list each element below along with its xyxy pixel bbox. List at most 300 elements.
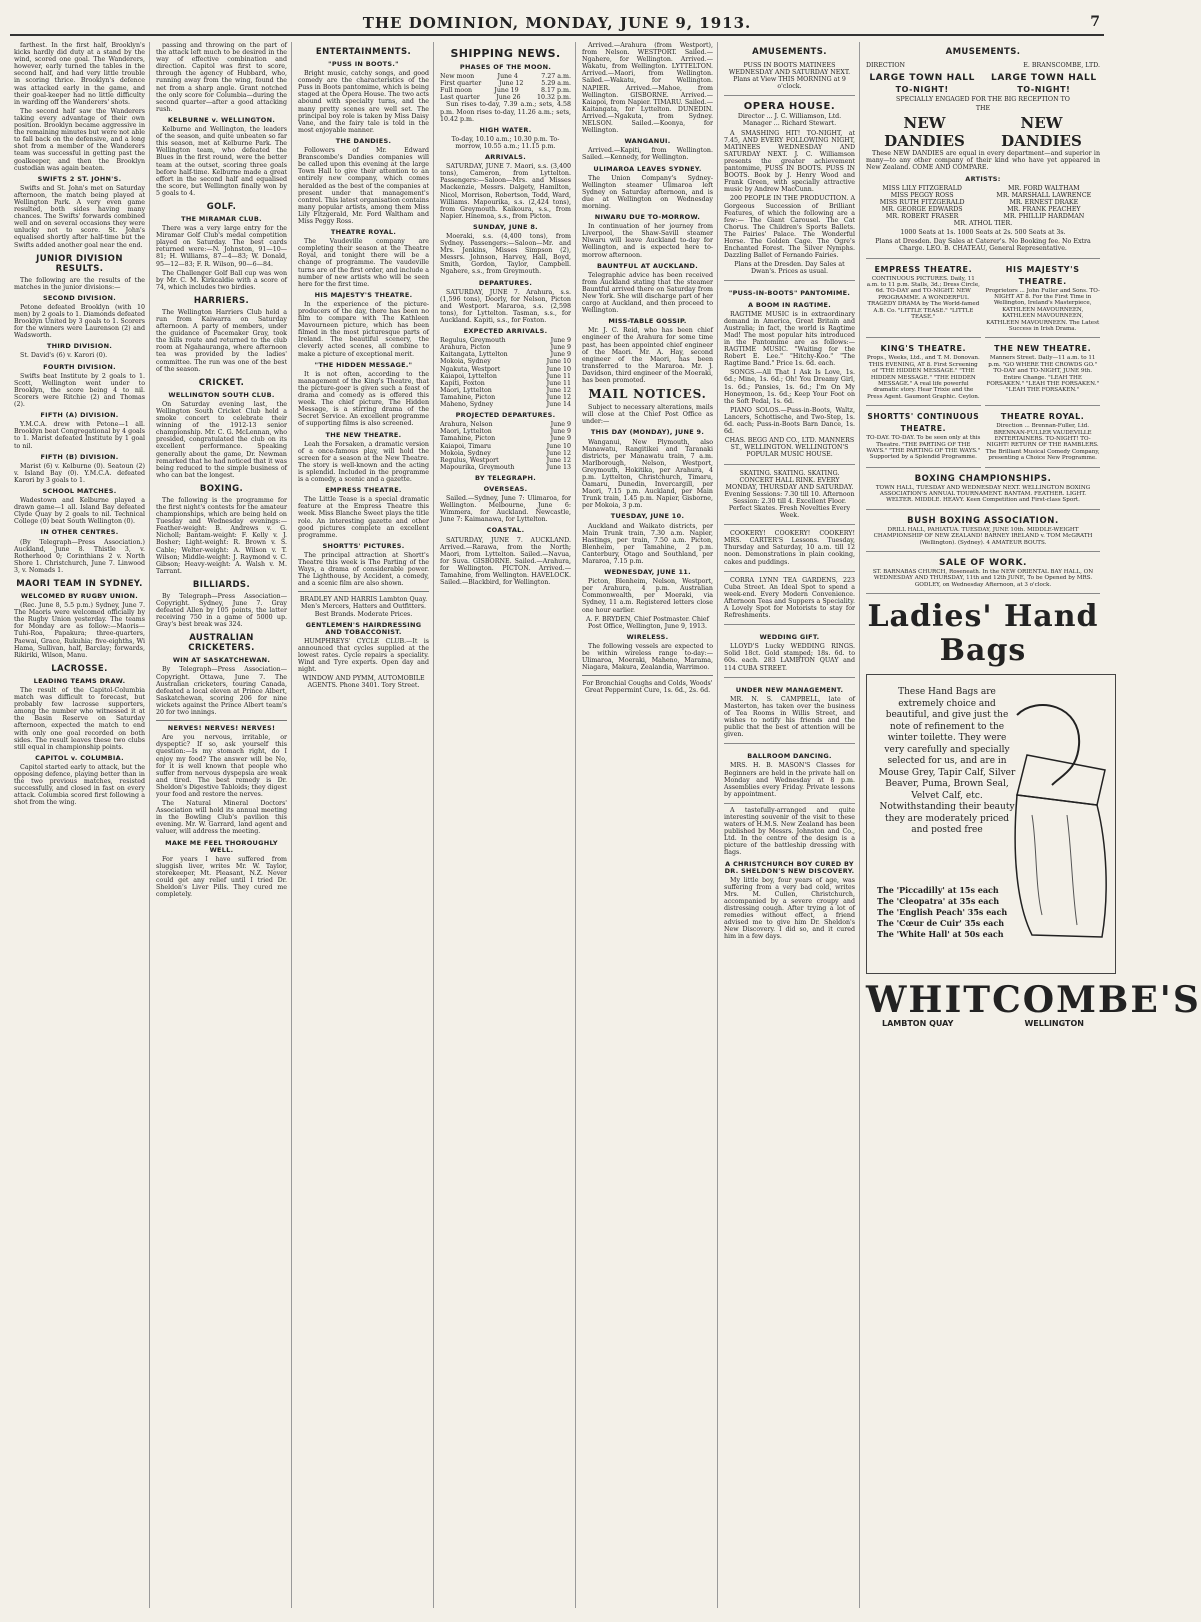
heading: MAORI TEAM IN SYDNEY. <box>16 579 143 589</box>
subheading: IN OTHER CENTRES. <box>40 528 119 537</box>
heading: BOXING. <box>199 483 244 494</box>
ad-text: Are you nervous, irritable, or dyspeptic? If so, ask yourself this question:—Is my stomach right, do I enjoy my food? The answer will be No, for it is well known that people who suffer from nervous dyspepsia are weak and tired. The best remedy is Dr. Sheldon's Digestive Tabloids; they digest your food and restore the nerves. <box>156 734 287 798</box>
artist-name: MISS RUTH FITZGERALD <box>879 198 965 206</box>
whitcombes-logo: WHITCOMBE'S <box>866 979 1201 1022</box>
article-text: Picton, Blenheim, Nelson, Westport, per Arahura, 4 p.m. Australian Commonwealth, per Moeraki, via Sydney, 11 a.m. Registered letters close one hour earlier. <box>582 578 713 614</box>
expected-arrival-row-cell: June 10 <box>546 365 571 373</box>
article-text: It is not often, according to the management of the King's Theatre, that the picture-goer is given such a feast of drama and comedy as is offered this week. The chief picture, The Hidden Message, is a stirring drama of the Secret Service. An excellent programme of supporting films is also screened. <box>298 370 429 428</box>
projected-departure-row <box>440 457 571 464</box>
subheading: WELCOMED BY RUGBY UNION. <box>20 592 139 600</box>
subheading: ARRIVALS. <box>484 153 527 162</box>
projected-departure-row-cell: June 12 <box>546 449 571 457</box>
dandies-title: NEW DANDIES <box>1001 114 1082 151</box>
tonight-label: TO-NIGHT! <box>1017 85 1071 95</box>
ad-heading: A BOOM IN RAGTIME. <box>747 300 832 309</box>
expected-arrival-row-cell: Kaiapoi, Lyttelton <box>440 372 497 380</box>
moon-phase-row-cell: June 19 <box>494 87 519 95</box>
ad-block <box>724 60 855 96</box>
column-sport-1 <box>10 42 150 1608</box>
heading: MAIL NOTICES. <box>588 387 707 402</box>
article-text: passing and throwing on the part of the attack left much to be desired in the way of effective combination and direction. Capitol was first to score, through the agency of Hubbard, who, running away from the wing, found the net from a sharp angle. Grant notched the only score for Columbia—during the second quarter—after a good attacking rush. <box>156 42 287 113</box>
subheading: OVERSEAS. <box>483 484 528 493</box>
expected-arrival-row <box>440 380 571 387</box>
subheading: "THE HIDDEN MESSAGE." <box>314 360 413 369</box>
ad-block <box>724 468 855 526</box>
article-text: Sun rises to-day, 7.39 a.m.; sets, 4.58 p.m. Moon rises to-day, 11.26 a.m.; sets, 10.42 p.m. <box>440 101 571 123</box>
projected-departure-row-cell: June 9 <box>550 421 571 429</box>
ad-title: THE NEW THEATRE. <box>994 344 1092 354</box>
ad-text: CORRA LYNN TEA GARDENS, 223 Cuba Street. An Ideal Spot to spend a week-end. Every Modern Convenience. Afternoon Teas and Suppers a Speciality. A Lovely Spot for Motorists to stay for Refreshments. <box>724 576 855 620</box>
ad-block <box>724 747 855 804</box>
subheading: HIS MAJESTY'S THEATRE. <box>314 290 413 299</box>
ad-dandies <box>866 60 1100 259</box>
heading: SHIPPING NEWS. <box>450 47 561 60</box>
ad-title: HIS MAJESTY'S THEATRE. <box>1005 264 1080 286</box>
theatre-ads-row-1 <box>866 262 1100 342</box>
article-text: Y.M.C.A. drew with Petone—1 all. Brooklyn beat Congregational by 4 goals to 1. Marist defeated Institute by 1 goal to nil. <box>14 421 145 450</box>
moon-phase-row-cell: Full moon <box>440 87 473 95</box>
expected-arrival-row <box>440 366 571 373</box>
subheading: CAPITOL v. COLUMBIA. <box>35 753 124 762</box>
direction-label: DIRECTION <box>866 62 906 69</box>
projected-departure-row <box>440 443 571 450</box>
dandies-title: NEW DANDIES <box>884 114 965 151</box>
handbag-price-line: The 'Piccadilly' at 15s each <box>877 885 999 896</box>
moon-phases-table <box>440 73 571 101</box>
ad-text: CHAS. BEGG AND CO., LTD. MANNERS ST., WELLINGTON. WELLINGTON'S POPULAR MUSIC HOUSE. <box>724 437 855 459</box>
article-text: SATURDAY, JUNE 7. Maori, s.s. (3,400 tons), Cameron, from Lyttelton. Passengers:—Saloon—Mrs. and Misses Mackenzie, Messrs. Dalgety, Hamilton, Nicol, Morrison, Robertson, Todd, Ward, Williams. Mapourika, s.s. (2,424 tons), from Greymouth. Kaikoura, s.s., from Napier. Hinemoa, s.s., from Picton. <box>440 163 571 220</box>
expected-arrival-row-cell: June 12 <box>546 393 571 401</box>
article-text: The Little Tease is a special dramatic feature at the Empress Theatre this week. Miss Blanche Sweet plays the title role. An interesting gazette and other good pictures complete an excellent programme. <box>298 496 429 539</box>
heading: AUSTRALIAN CRICKETERS. <box>188 633 255 654</box>
article-text: (Rec. June 8, 5.5 p.m.) Sydney, June 7. The Maoris were welcomed officially by the Rugby Union yesterday. The teams for Monday are as follow:—Maoris—Tuhi-Roa, Papakura; three-quarters, Paewai, Grace, Rukuhia; five-eighths, Wi Hama, Sullivan, half, Barclay; forwards, Rikiriki, Wilson, Manu. <box>14 602 145 659</box>
article-text: Swifts and St. John's met on Saturday afternoon, the match being played at Wellington Park. A very even game resulted, both sides having many chances. The Swifts' forwards combined well and on several occasions they were unlucky not to score. St. John's equalised shortly after half-time but the Swifts added another goal near the end. <box>14 184 145 249</box>
address-right: WELLINGTON <box>1024 1019 1084 1029</box>
moon-phase-row-cell: June 4 <box>497 73 518 81</box>
expected-arrival-row <box>440 351 571 358</box>
expected-arrival-row <box>440 401 571 408</box>
ad-title: EMPRESS THEATRE. <box>874 264 973 274</box>
ad-heading: WEDDING GIFT. <box>759 633 820 642</box>
ad-kings <box>866 341 981 406</box>
article-text: There was a very large entry for the Miramar Golf Club's medal competition played on Saturday. The best cards returned were:—N. Johnston, 91—10—81; H. Williams, 87—4—83; W. Donald, 95—12—83; F. R. Wilson, 90—6—84. <box>156 225 287 268</box>
address-left: LAMBTON QUAY <box>882 1019 954 1029</box>
article-text: Sailed.—Sydney, June 7: Ulimaroa, for Wellington. Melbourne, June 6: Wimmera, for Auckland. Newcastle, June 7: Kaimanawa, for Lyttelton. <box>440 495 571 524</box>
ad-title: KING'S THEATRE. <box>880 344 967 354</box>
article-text: Petone defeated Brooklyn (with 10 men) by 2 goals to 1. Diamonds defeated Brooklyn United by 3 goals to 1. Scorers for the winners were Laurenson (2) and Wadsworth. <box>14 303 145 340</box>
article-text: The Union Company's Sydney-Wellington steamer Ulimaroa left Sydney on Saturday afternoon, and is due at Wellington on Wednesday morning. <box>582 174 713 210</box>
article-text: Arrived.—Arahura (from Westport), from Nelson. WESTPORT. Sailed.—Ngahere, for Wellington. Arrived.—Wakatu, from Wellington. LYTTELTON. Arrived.—Maori, from Wellington. Sailed.—Wakatu, for Wellington. NAPIER. Arrived.—Mahoe, from Wellington. GISBORNE. Arrived.—Kaiapoi, from Napier. TIMARU. Sailed.—Kaitangata, for Lyttelton. DUNEDIN. Arrived.—Ngakuta, from Sydney. NELSON. Sailed.—Koonya, for Wellington. <box>582 42 713 135</box>
heading: AMUSEMENTS. <box>752 47 827 57</box>
handbag-price-line: The 'Cleopatra' at 35s each <box>877 896 1000 907</box>
projected-departure-row-cell: June 12 <box>546 456 571 464</box>
subheading: WEDNESDAY, JUNE 11. <box>604 568 691 577</box>
subheading: THE DANDIES. <box>335 136 392 145</box>
ad-text: DRILL HALL, PAHIATUA. TUESDAY, JUNE 10th. MIDDLE-WEIGHT CHAMPIONSHIP OF NEW ZEALAND! BARNEY IRELAND v. TOM McGRATH (Wellington). (Sydney). 4 AMATEUR BOUTS. <box>873 526 1093 546</box>
expected-arrival-row-cell: June 9 <box>550 344 571 352</box>
subheading: HIGH WATER. <box>479 125 532 134</box>
moon-phase-row-cell: 7.27 a.m. <box>541 73 571 81</box>
ad-text: Props., Weeks, Ltd., and T. M. Donovan. THIS EVENING, AT 8. First Screening of "THE HIDDEN MESSAGE." "THE HIDDEN MESSAGE." "THE HIDDEN MESSAGE." A real life powerful dramatic story. Hear Trixie and the Press Agent. Gaumont Graphic. Ceylon. <box>866 355 980 400</box>
artist-name: MR. GEORGE EDWARDS <box>881 205 963 213</box>
town-hall-right <box>988 72 1100 96</box>
article-text: The result of the Capitol-Columbia match was difficult to forecast, but probably few lacrosse supporters, among the number who witnessed it at the Basin Reserve on Saturday afternoon, expected the match to end with only one goal recorded on both sides. The result leaves these two clubs still equal in championship points. <box>14 686 145 751</box>
masthead-title: THE DOMINION, MONDAY, JUNE 9, 1913. <box>362 14 752 32</box>
ad-text: My little boy, four years of age, was suffering from a very bad cold, writes Mrs. M. Cullen, Christchurch, accompanied by a severe croupy and distressing cough. After trying a lot of remedies without effect, a friend advised me to give him Dr. Sheldon's New Discovery. I did so, and it cured him in a few days. <box>724 876 855 941</box>
ad-bush-boxing <box>866 513 1100 552</box>
ad-heading: NERVES! NERVES! NERVES! <box>167 724 276 733</box>
expected-arrival-row-cell: Regulus, Greymouth <box>440 337 506 345</box>
article-text: Swifts beat Institute by 2 goals to 1. Scott, Wellington went under to Brooklyn, the score being 4 to nil. Scorers were Ritchie (2) and Thomas (2). <box>14 372 145 409</box>
subheading: TUESDAY, JUNE 10. <box>610 512 685 521</box>
artist-name: MR. FRANK PEACHEY <box>1007 205 1081 213</box>
subheading: SHORTTS' PICTURES. <box>322 541 405 550</box>
ad-title: OPERA HOUSE. <box>743 101 836 113</box>
divider <box>156 720 287 721</box>
artist-name: MR. ERNEST DRAKE <box>1009 198 1079 206</box>
ad-handbags <box>866 599 1201 1029</box>
moon-phase-row-cell: First quarter <box>440 80 482 88</box>
ad-title: SALE OF WORK. <box>938 558 1028 569</box>
artists-right <box>988 185 1100 220</box>
article-text: In continuation of her journey from Liverpool, the Shaw-Savill steamer Niwaru will leave Auckland to-day for Wellington, and is expected here to-morrow afternoon. <box>582 223 713 259</box>
ad-text: BRADLEY AND HARRIS Lambton Quay. Men's Mercers, Hatters and Outfitters. Best Brands. Moderate Prices. <box>299 596 428 618</box>
moon-phase-row-cell: June 12 <box>499 80 524 88</box>
article-text: Arrived.—Kapiti, from Wellington. Sailed.—Kennedy, for Wellington. <box>582 147 713 162</box>
expected-arrivals-list <box>440 337 571 408</box>
subheading: THE NEW THEATRE. <box>325 430 402 439</box>
expected-arrival-row-cell: June 11 <box>546 379 571 387</box>
ad-block <box>724 99 855 281</box>
ad-text: THE <box>975 105 991 113</box>
town-hall-row <box>866 72 1100 96</box>
divider <box>298 591 429 592</box>
projected-departure-row <box>440 464 571 471</box>
ad-text: Director ... J. C. Williamson, Ltd. Manager ... Richard Stewart. <box>737 113 842 128</box>
ad-direction <box>866 62 1100 69</box>
article-text: The following is the programme for the first night's contests for the amateur championships, which are being held on Tuesday and Wednesday evenings:—Feather-weight: B. Andrews v. G. Nicholl; Bantam-weight: F. Kelly v. J. Bosher; Light-weight: R. Brown v. S. Cable; Welter-weight: A. Wilson v. T. Wilson; Middle-weight: J. Raymond v. C. Gibson; Heavy-weight: A. Walsh v. M. Tarrant. <box>156 496 287 575</box>
column-amusements-ads <box>862 42 1201 1608</box>
article-text: Moeraki, s.s. (4,400 tons), from Sydney. Passengers:—Saloon—Mr. and Mrs. Jenkins, Misses Simpson (2), Messrs. Johnson, Harvey, Hall, Boyd, Smith, Gordon, Taylor, Campbell. Ngahere, s.s., from Greymouth. <box>440 232 571 276</box>
ad-text: CONTINUOUS PICTURES. Daily, 11 a.m. to 11 p.m. Stalls, 3d.; Dress Circle, 6d. TO-DAY and TO-NIGHT. NEW PROGRAMME. A WONDERFUL TRAGEDY DRAMA by The World-famed A.B. Co. "LITTLE TEASE." "LITTLE TEASE." <box>866 275 980 320</box>
subheading: WANGANUI. <box>624 137 671 146</box>
moon-phase-row-cell: Last quarter <box>440 94 480 102</box>
article-text: Kelburne and Wellington, the leaders of the season, and quite unbeaten so far this season, met at Kelburne Park. The Wellington team, who defeated the Blues in the first round, were the better team at the outset, scoring three goals before half-time. Kelburne made a great effort in the second half and equalised the score, but Wellington finally won by 5 goals to 4. <box>156 126 287 197</box>
article-text: farthest. In the first half, Brooklyn's kicks hardly did duty at a stand by the wind, scored one goal. The Wanderers, however, early turned the tables in the second half, and had very little trouble in scoring thrice. Brooklyn's defence was attacked early in the game, and their goal-keeper had no little difficulty in warding off the Wanderers' shots. <box>14 42 145 106</box>
article-text: The Challenger Golf Ball cup was won by Mr. C. M. Kirkcaldie with a score of 74, which includes two birdies. <box>156 269 287 291</box>
ad-text: For years I have suffered from sluggish liver, writes Mr. W. Taylor, storekeeper, Mt. Pleasant, N.Z. Never could get any relief until I tried Dr. Sheldon's Liver Pills. They cured me completely. <box>156 855 287 899</box>
column-sport-2 <box>152 42 292 1608</box>
subheading: FOURTH DIVISION. <box>43 362 116 371</box>
page-number: 7 <box>1090 14 1100 30</box>
article-text: Bright music, catchy songs, and good comedy are the characteristics of the Puss in Boots pantomime, which is being staged at the Opera House. The two acts abound with specialty turns, and the many pretty scenes are well set. The principal boy role is taken by Miss Daisy Vane, and the fairy tale is told in the most enjoyable manner. <box>298 70 429 134</box>
ad-text: Manners Street. Daily—11 a.m. to 11 p.m. "GO WHERE THE CROWDS GO." TO-DAY and TO-NIGHT, JUNE 9th. Entire Change. "LEAH THE FORSAKEN." "LEAH THE FORSAKEN." "LEAH THE FORSAKEN." <box>986 355 1100 394</box>
heading: LACROSSE. <box>51 663 108 674</box>
town-hall-title: LARGE TOWN HALL <box>991 73 1097 84</box>
subheading: PHASES OF THE MOON. <box>459 63 552 71</box>
whitcombes-address <box>866 1020 1100 1027</box>
theatre-ads-row-3 <box>866 409 1100 470</box>
expected-arrival-row <box>440 394 571 401</box>
article-text: SATURDAY, JUNE 7. AUCKLAND. Arrived.—Rarawa, from the North; Maori, from Lyttelton. Sailed.—Navua, for Suva. GISBORNE. Sailed.—Arahura, for Wellington. PICTON. Arrived.—Tamahine, from Wellington. HAVELOCK. Sailed.—Blackbird, for Wellington. <box>440 536 571 587</box>
tonight-label: TO-NIGHT! <box>895 85 949 95</box>
artists-list <box>866 185 1100 220</box>
article-text: The principal attraction at Shortt's Theatre this week is The Parting of the Ways, a drama of considerable power. The Lighthouse, by Accident, a comedy, and a scenic film are also shown. <box>298 551 429 588</box>
subheading: KELBURNE v. WELLINGTON. <box>167 115 276 124</box>
handbags-title: Ladies' Hand Bags <box>867 599 1099 669</box>
article-text: SATURDAY, JUNE 7. Arahura, s.s. (1,596 tons), Doorly, for Nelson, Picton and Westport. Mararoa, s.s. (2,598 tons), for Lyttelton. Tasman, s.s., for Auckland. Kapiti, s.s., for Foxton. <box>440 288 571 324</box>
expected-arrival-row-cell: Tamahine, Picton <box>440 393 496 401</box>
column-amusements <box>720 42 860 1608</box>
masthead <box>10 8 1104 36</box>
moon-phase-row-cell: 5.29 a.m. <box>541 80 571 88</box>
ad-title: SHORTTS' CONTINUOUS THEATRE. <box>867 412 980 434</box>
heading: HARRIERS. <box>193 295 250 306</box>
artists-heading: ARTISTS: <box>965 174 1001 183</box>
column-entertainments <box>294 42 434 1608</box>
artist-name: MR. FORD WALTHAM <box>1008 184 1080 192</box>
subheading: FIFTH (A) DIVISION. <box>40 411 119 420</box>
article-text: In the experience of the picture-producers of the day, there has been no film to compare with The Kathleen Mavourneen picture, which has been filmed in the most picturesque parts of Ireland. The beautiful scenery, the cleverly acted scenes, all combine to make a picture of exceptional merit. <box>298 300 429 358</box>
expected-arrival-row <box>440 387 571 394</box>
heading: AMUSEMENTS. <box>945 47 1021 57</box>
handbags-prices <box>877 885 1027 940</box>
ad-text: SONGS.—All That I Ask Is Love, 1s. 6d.; Mine, 1s. 6d.; Oh! You Dreamy Girl, 1s. 6d.; Pansies, 1s. 6d.; I'm On My Honeymoon, 1s. 6d.; Keep Your Foot on the Soft Pedal, 1s. 6d. <box>724 369 855 405</box>
ad-block <box>724 575 855 626</box>
article-text: Wanganui, New Plymouth, also Manawatu, Rangitikei and Taranaki districts, per Manawatu train, 7 a.m. Marlborough, Nelson, Westport, Greymouth, Hokitika, per Arahura, 4 p.m. Lyttelton, Christchurch, Timaru, Oamaru, Dunedin, Invercargill, per Maori, 7.15 p.m. Auckland, per Main Trunk train, 1.45 p.m. Napier, Gisborne, per Mokoia, 3 p.m. <box>582 438 713 510</box>
expected-arrival-row <box>440 373 571 380</box>
expected-arrival-row-cell: June 12 <box>546 386 571 394</box>
projected-departure-row-cell: Regulus, Westport <box>440 456 499 464</box>
ad-block <box>724 528 855 571</box>
projected-departure-row <box>440 435 571 442</box>
artist-name: MISS LILY FITZGERALD <box>882 184 962 192</box>
ad-text: Direction ... Brennan-Fuller, Ltd. BRENNAN-FULLER VAUDEVILLE ENTERTAINERS. TO-NIGHT! TO-NIGHT! RETURN OF THE RAMBLERS. The Brilliant Musical Comedy Company, presenting a Choice New Programme. <box>985 423 1100 462</box>
expected-arrival-row-cell: Ngakuta, Westport <box>440 365 501 373</box>
ad-shortts <box>866 409 981 467</box>
projected-departures-list <box>440 421 571 471</box>
article-text: (By Telegraph—Press Association.) Auckland, June 8. Thistle 3, v. Rotherhood 0; Corinthians 2 v. North Shore 1. Christchurch, June 7. Linwood 3, v. Nomads 1. <box>14 538 145 574</box>
dandies-title-row <box>866 114 1100 150</box>
ad-sale-of-work <box>866 555 1100 594</box>
article-text: Telegraphic advice has been received from Auckland stating that the steamer Bauntful arrived there on Saturday from New York. She will discharge part of her cargo at Auckland, and then proceed to Wellington. <box>582 271 713 315</box>
subheading: WIN AT SASKATCHEWAN. <box>172 656 271 665</box>
expected-arrival-row <box>440 337 571 344</box>
ad-heading: GENTLEMEN'S HAIRDRESSING AND TOBACCONIST. <box>305 620 422 636</box>
town-hall-left <box>866 72 978 96</box>
expected-arrival-row-cell: Maheno, Sydney <box>440 401 494 409</box>
ad-block <box>724 284 855 464</box>
artist-name: MR. ROBERT FRASER <box>885 213 959 221</box>
subheading: SUNDAY, JUNE 8. <box>473 222 538 231</box>
article-text: The Vaudeville company are completing their season at the Theatre Royal, and tonight there will be a change of programme. The vaudeville turns are of the first order, and include a number of new artists who will be seen here for the first time. <box>298 238 429 288</box>
ad-empress <box>866 262 981 339</box>
article-text: Leah the Forsaken, a dramatic version of a once-famous play, will hold the screen for a season at the New Theatre. The story is well-known and the acting is splendid. Included in the programme is a comedy, a scenic and a gazette. <box>298 440 429 484</box>
ad-text: RAGTIME MUSIC is in extraordinary demand in America, Great Britain and Australia; in fact, the world is Ragtime Mad! The most popular hits introduced in the Pantomime are as follows:—RAGTIME MUSIC. "Waiting for the Robert E. Lee." "Hitchy-Koo." "The Ragtime Band." Price 1s. 6d. each. <box>724 310 855 368</box>
column-shipping <box>436 42 576 1608</box>
projected-departure-row-cell: June 13 <box>546 463 571 471</box>
expected-arrival-row-cell: Arahura, Picton <box>440 344 491 352</box>
expected-arrival-row-cell: Maori, Lyttelton <box>440 386 492 394</box>
subheading: THEATRE ROYAL. <box>330 228 397 237</box>
article-text: To-day, 10.10 a.m.; 10.30 p.m. To-morrow, 10.55 a.m.; 11.15 p.m. <box>451 135 560 150</box>
projected-departure-row-cell: Tamahine, Picton <box>440 435 496 443</box>
subheading: "PUSS IN BOOTS." <box>328 60 399 68</box>
projected-departure-row-cell: June 10 <box>546 442 571 450</box>
subheading: PROJECTED DEPARTURES. <box>455 411 556 420</box>
subheading: WELLINGTON SOUTH CLUB. <box>168 390 275 399</box>
ad-text: SPECIALLY ENGAGED FOR THE BIG RECEPTION TO <box>896 96 1070 104</box>
expected-arrival-row-cell: Kapiti, Foxton <box>440 379 485 387</box>
ad-text: LLOYD'S Lucky WEDDING RINGS. Solid 18ct. Gold stamped; 18s. 6d. to 60s. each. 283 LAMBTON QUAY and 114 CUBA STREET. <box>724 643 855 672</box>
moon-phase-row <box>440 94 571 101</box>
expected-arrival-row <box>440 358 571 365</box>
expected-arrival-row-cell: June 9 <box>550 351 571 359</box>
ad-heading: "PUSS-IN-BOOTS" PANTOMIME. <box>728 289 851 298</box>
article-text: The Natural Mineral Doctors' Association will hold its annual meeting in the Bowling Club's pavilion this evening. Mr. W. Garrard, land agent and valuer, will address the meeting. <box>156 800 287 836</box>
ad-text: MRS. H. B. MASON'S Classes for Beginners are held in the private hall on Monday and Wednesday at 8 p.m. Assemblies every Friday. Private lessons by appointment. <box>724 762 855 798</box>
subheading: EMPRESS THEATRE. <box>325 486 402 495</box>
newspaper-page <box>10 8 1201 1614</box>
column-shipping-mail <box>578 42 718 1608</box>
moon-phase-row-cell: New moon <box>440 73 475 81</box>
artist-name: MR. MARSHALL LAWRENCE <box>996 191 1092 199</box>
article-text: Auckland and Waikato districts, per Main Trunk train, 7.30 a.m. Napier, Hastings, per train, 7.50 a.m. Picton, Blenheim, per Tamahine, 2 p.m. Canterbury, Otago and Southland, per Mararoa, 7.15 p.m. <box>582 522 713 565</box>
ad-text: These NEW DANDIES are equal in every department—and superior in many—to any other company of their kind who have yet appeared in New Zealand. COME AND COMPARE. <box>866 150 1100 172</box>
moon-phase-row <box>440 87 571 94</box>
handbag-price-line: The 'White Hall' at 50s each <box>877 929 1004 940</box>
ad-boxing <box>866 471 1100 510</box>
subheading: COASTAL. <box>486 526 525 535</box>
subheading: DEPARTURES. <box>478 278 533 287</box>
ad-theatre-royal <box>985 409 1100 467</box>
ad-title: BOXING CHAMPIONSHIPS. <box>914 473 1052 484</box>
theatre-ads-row-2 <box>866 341 1100 409</box>
expected-arrival-row <box>440 344 571 351</box>
handbag-price-line: The 'English Peach' 35s each <box>877 907 1008 918</box>
heading: ENTERTAINMENTS. <box>315 47 412 57</box>
article-text: Subject to necessary alterations, mails will close at the Chief Post Office as under:— <box>582 404 713 426</box>
subheading: ULIMAROA LEAVES SYDNEY. <box>593 164 702 173</box>
article-text: Wadestown and Kelburne played a drawn game—1 all. Island Bay defeated Clyde Quay by 2 goals to nil. Technical College (0) beat South Wellington (0). <box>14 497 145 526</box>
subheading: WIRELESS. <box>626 632 669 641</box>
ad-text: MR. ATHOL TIER. <box>953 220 1013 228</box>
ad-block <box>724 681 855 745</box>
projected-departure-row-cell: June 9 <box>550 435 571 443</box>
ad-heading: UNDER NEW MANAGEMENT. <box>735 685 844 694</box>
ad-text: A SMASHING HIT! TO-NIGHT, at 7.45, AND EVERY FOLLOWING NIGHT, MATINEES WEDNESDAY AND SATURDAY NEXT. J. C. Williamson presents the greater achievement pantomime, PUSS IN BOOTS. PUSS IN BOOTS. Book by J. Henry Wood and Frank Green, with specially attractive music by Andrew MacCunn. <box>724 129 855 194</box>
article-text: Marist (6) v. Kelburne (0). Seatoun (2) v. Island Bay (0). Y.M.C.A. defeated Karori by 3 goals to 1. <box>14 462 145 484</box>
projected-departure-row-cell: Mokoia, Sydney <box>440 449 491 457</box>
article-text: Mr. J. C. Reid, who has been chief engineer of the Arahura for some time past, has been appointed chief engineer of the Maori. Mr. A. Hay, second engineer of the Maori, has been transferred to the Mararoa. Mr. J. Davidson, third engineer of the Moeraki, has been promoted. <box>582 327 713 385</box>
subheading: MISS-TABLE GOSSIP. <box>608 317 687 326</box>
ad-heading: MAKE ME FEEL THOROUGHLY WELL. <box>165 838 278 854</box>
subheading: THIRD DIVISION. <box>46 342 113 351</box>
article-text: The second half saw the Wanderers taking every advantage of their own position. Brooklyn became aggressive in the remaining minutes but were not able to fall back on the defensive, and a long shot from a member of the Wanderers team was successful in getting past the goalkeeper, and then the Brooklyn custodian was again beaten. <box>14 107 145 172</box>
ad-text: ST. BARNABAS CHURCH, Roseneath. In the NEW ORIENTAL BAY HALL, ON WEDNESDAY AND THURSDAY, 11th and 12th JUNE, To be Opened by MRS. GODLEY, on Wednesday Afternoon, at 3 o'clock. <box>872 569 1094 588</box>
article-text: On Saturday evening last, the Wellington South Cricket Club held a smoke concert to celebrate their winning of the 1912-13 senior championship. Mr. C. G. McLennan, who presided, congratulated the club on its excellent performance. Speaking generally about the game, Dr. Newman remarked that he had noticed that it was being reduced to the simple business of who can bat the longest. <box>156 400 288 479</box>
projected-departure-row <box>440 428 571 435</box>
ad-text: MR. N. S. CAMPBELL, late of Masterton, has taken over the business of Tea Rooms in Willis Street, and wishes to notify his friends and the public that the best of attention will be given. <box>724 695 855 739</box>
heading: CRICKET. <box>198 377 245 388</box>
artist-name: MR. PHILLIP HARDMAN <box>1003 213 1085 221</box>
article-text: By Telegraph—Press Association—Copyright. Ottawa, June 7. The Australian cricketers, touring Canada, defeated a local eleven at Prince Albert, Saskatchewan, scoring 206 for nine wickets against the Prince Albert team's 20 for two innings. <box>156 666 287 717</box>
ad-text: Proprietors ... John Fuller and Sons. TO-NIGHT AT 8. For the First Time in Wellington, Ireland's Masterpiece, KATHLEEN MAVOURNEEN, KATHLEEN MAVOURNEEN, KATHLEEN MAVOURNEEN. The Latest Success in Irish Drama. <box>985 287 1100 332</box>
artist-name: MISS PEGGY ROSS <box>890 191 954 199</box>
ad-text: Plans at Dresden. Day Sales at Caterer's. No Booking fee. No Extra Charge. LEO. B. CHATEAU, General Representative. <box>875 238 1091 253</box>
ad-text: PUSS IN BOOTS MATINEES WEDNESDAY AND SATURDAY NEXT. Plans at View THIS MORNING at 9 o'clock. <box>728 62 851 91</box>
projected-departure-row <box>440 450 571 457</box>
moon-phase-row-cell: June 26 <box>496 94 521 102</box>
article-text: Followers of Mr. Edward Branscombe's Dandies companies will be called upon this evening at the large Town Hall to give their attention to an entirely new company, which comes heralded as the best of the companies at present under that management's control. This latest organisation contains many popular artists, among them Miss Lily Fitzgerald, Mr. Ford Waltham and Miss Peggy Ross. <box>298 147 430 225</box>
expected-arrival-row-cell: Kaitangata, Lyttelton <box>440 351 508 359</box>
moon-phase-row-cell: 8.17 p.m. <box>540 87 571 95</box>
article-text: St. David's (6) v. Karori (0). <box>20 352 108 360</box>
subheading: SECOND DIVISION. <box>42 293 117 302</box>
expected-arrival-row-cell: June 11 <box>546 372 571 380</box>
heading: GOLF. <box>206 201 237 212</box>
expected-arrival-row-cell: June 14 <box>546 401 571 409</box>
ad-block <box>724 628 855 677</box>
direction-name: E. BRANSCOMBE, LTD. <box>1023 62 1100 69</box>
artists-left <box>866 185 978 220</box>
ad-text: 1000 Seats at 1s. 1000 Seats at 2s. 500 Seats at 3s. <box>900 229 1066 237</box>
ad-title: THEATRE ROYAL. <box>1000 412 1085 422</box>
article-text: The following are the results of the matches in the junior divisions:— <box>14 276 145 291</box>
ad-text: COOKERY! COOKERY! COOKERY! MRS. CARTER'S Lessons. Tuesday, Thursday and Saturday, 10 a.m. till 12 noon. Demonstrations in plain cooking, cakes and puddings. <box>724 530 855 566</box>
ad-majesty <box>985 262 1100 339</box>
subheading: BY TELEGRAPH. <box>475 473 536 482</box>
projected-departure-row-cell: Mapourika, Greymouth <box>440 463 515 471</box>
subheading: NIWARU DUE TO-MORROW. <box>594 213 701 222</box>
subheading: THIS DAY (MONDAY), JUNE 9. <box>590 428 705 437</box>
projected-departure-row-cell: Maori, Lyttelton <box>440 428 492 436</box>
ad-title: BUSH BOXING ASSOCIATION. <box>907 515 1059 526</box>
projected-departure-row-cell: June 9 <box>550 428 571 436</box>
subheading: BAUNTFUL AT AUCKLAND. <box>597 261 698 270</box>
divider <box>582 675 713 676</box>
subheading: SWIFTS 2 ST. JOHN'S. <box>37 174 122 183</box>
ad-text: PIANO SOLOS.—Puss-in-Boots, Waltz, Lancers, Schottische, and Two-Step, 1s. 6d. each; Puss-in-Boots Barn Dance, 1s. 6d. <box>724 406 855 436</box>
heading: JUNIOR DIVISION RESULTS. <box>36 253 123 274</box>
projected-departure-row-cell: Kaiapoi, Timaru <box>440 442 492 450</box>
handbags-description: These Hand Bags are extremely choice and beautiful, and give just the note of refinement to the winter toilette. They were very carefully and specially selected for us, and are in Mouse Grey, Tapir Calf, Silver Beaver, Puma, Brown Seal, Velvet Calf, etc. Notwithstanding their beauty they are moderately priced and posted free <box>878 687 1016 836</box>
subheading: THE MIRAMAR CLUB. <box>181 214 262 223</box>
article-text: A. F. BRYDEN, Chief Postmaster. Chief Post Office, Wellington, June 9, 1913. <box>586 615 709 630</box>
article-text: Capitol started early to attack, but the opposing defence, playing better than in the two previous matches, resisted successfully, and closed in fast on every attack. Columbia scored first following a shot from the wing. <box>14 763 145 807</box>
moon-phase-row <box>440 73 571 80</box>
ad-text: TO-DAY. TO-DAY. To be seen only at this Theatre. "THE PARTING OF THE WAYS." "THE PARTING OF THE WAYS." Supported by a Splendid Programme. <box>866 435 981 461</box>
ad-text: HUMPHREYS' CYCLE CLUB.—It is announced that cycles supplied at the lowest rates. Cycle repairs a speciality. Wind and Tyre experts. Open day and night. <box>298 637 429 674</box>
ad-text: For Bronchial Coughs and Colds, Woods' Great Peppermint Cure, 1s. 6d., 2s. 6d. <box>582 680 713 695</box>
ad-text: TOWN HALL, TUESDAY AND WEDNESDAY NEXT. WELLINGTON BOXING ASSOCIATION'S ANNUAL TOURNAMENT. BANTAM. FEATHER. LIGHT. WELTER. MIDDLE. HEAVY. Keen Competition and First-class Sport. <box>875 484 1091 504</box>
expected-arrival-row-cell: Mokoia, Sydney <box>440 358 491 366</box>
heading: BILLIARDS. <box>192 579 251 590</box>
article-text: By Telegraph—Press Association—Copyright. Sydney, June 7. Gray defeated Allen by 105 points, the latter receiving 750 in a game of 5000 up. Gray's best break was 324. <box>156 592 287 629</box>
ad-heading: A CHRISTCHURCH BOY CURED BY DR. SHELDON'S NEW DISCOVERY. <box>724 859 855 875</box>
ad-text: 200 PEOPLE IN THE PRODUCTION. A Gorgeous Succession of Brilliant Features, of which the following are a few:— The Giant Carousel. The Cat Chorus. The Children's Sports Ballets. The Fairies' Palace. The Wonderful Horse. The Golden Cage. The Ogre's Enchanted Forest. The Silver Nymphs. Dazzling Ballet of Fernando Fairies. <box>724 195 855 260</box>
ad-text: WINDOW AND PYMM, AUTOMOBILE AGENTS. Phone 3401. Tory Street. <box>302 675 425 690</box>
handbag-price-line: The 'Cœur de Cuir' 35s each <box>877 918 1005 929</box>
handbag-illustration-box <box>866 674 1116 974</box>
article-text: A tastefully-arranged and quite interesting souvenir of the visit to these waters of H.M.S. New Zealand has been published by Messrs. Johnston and Co., Ltd. In the centre of the design is a picture of the battleship dressing with flags. <box>724 806 855 857</box>
moon-phase-row <box>440 80 571 87</box>
subheading: FIFTH (B) DIVISION. <box>40 452 119 461</box>
town-hall-title: LARGE TOWN HALL <box>869 73 975 84</box>
expected-arrival-row-cell: June 10 <box>546 358 571 366</box>
ad-heading: BALLROOM DANCING. <box>747 752 832 761</box>
subheading: EXPECTED ARRIVALS. <box>463 327 548 336</box>
